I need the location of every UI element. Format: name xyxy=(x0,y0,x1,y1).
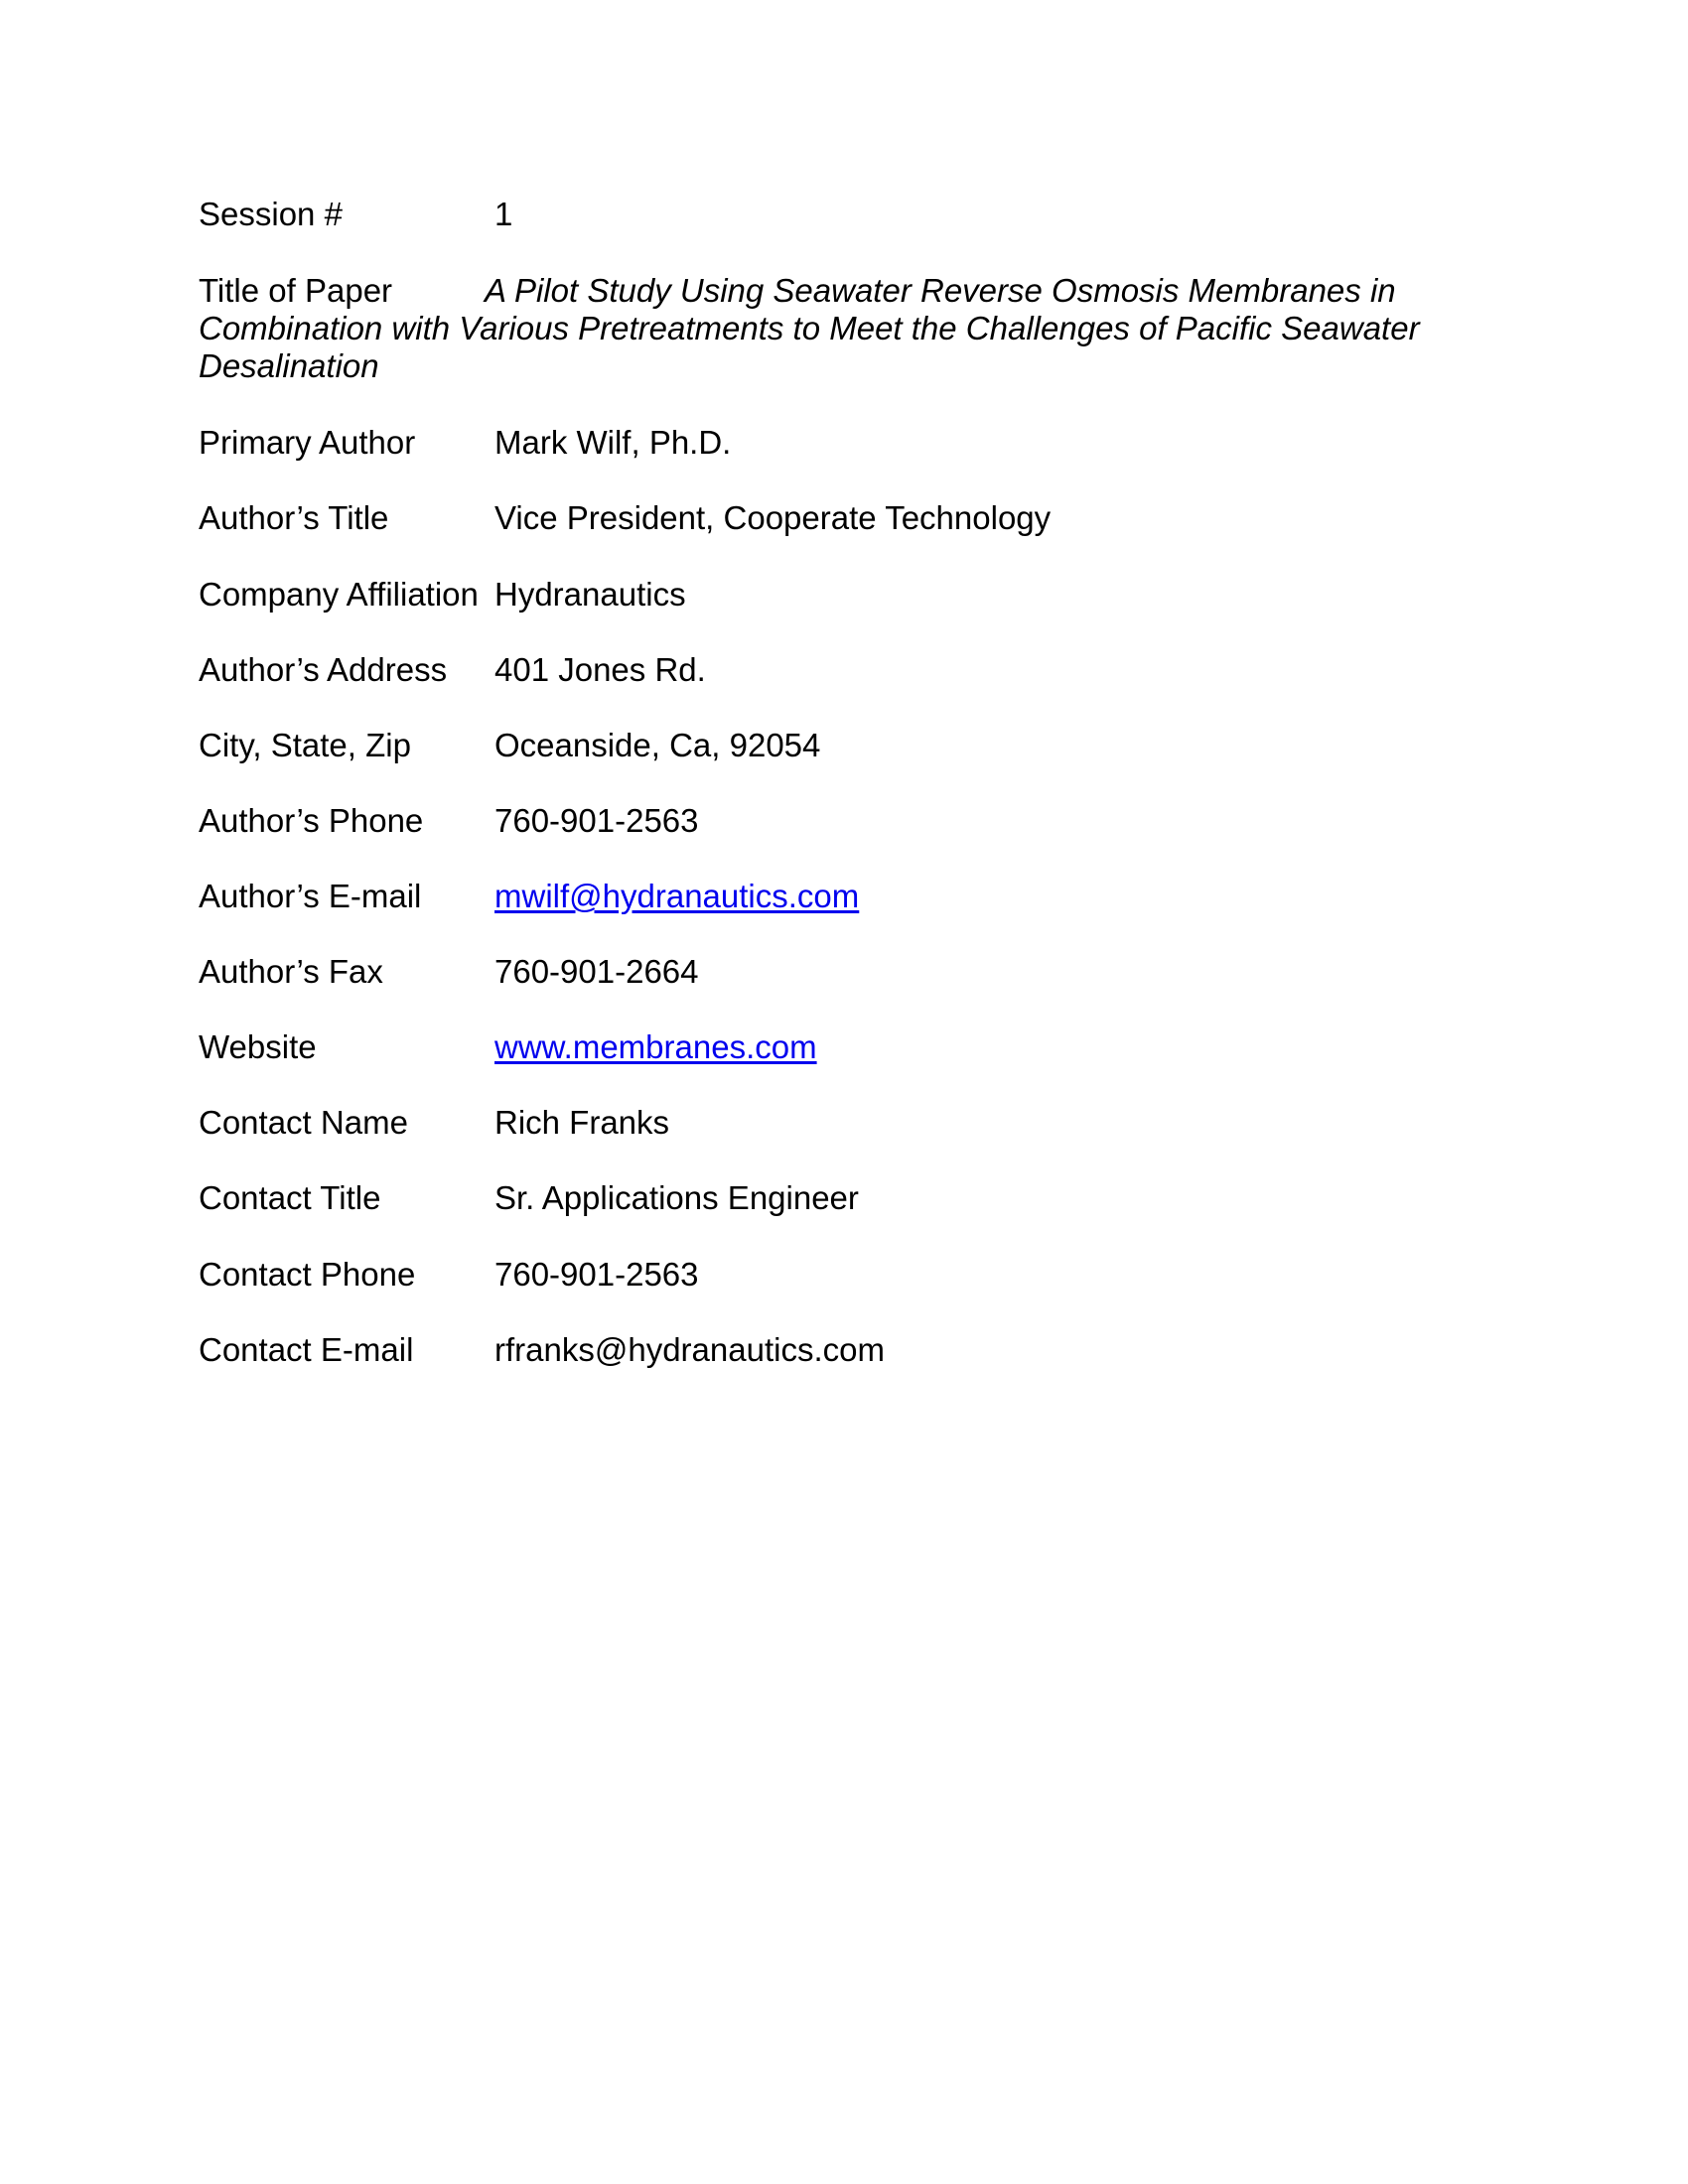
session-value: 1 xyxy=(494,196,513,232)
author-email-label: Author’s E-mail xyxy=(199,878,422,914)
website-label: Website xyxy=(199,1028,317,1065)
paper-title-text-3: Desalination xyxy=(199,347,379,384)
author-phone-value: 760-901-2563 xyxy=(494,802,699,839)
author-fax-value: 760-901-2664 xyxy=(494,953,699,990)
company-affiliation-value: Hydranautics xyxy=(494,576,686,613)
city-state-zip-row xyxy=(199,727,1489,764)
title-line-1 xyxy=(199,272,1489,310)
company-affiliation-row xyxy=(199,576,1489,614)
author-address-row xyxy=(199,651,1489,689)
author-fax-label: Author’s Fax xyxy=(199,953,383,990)
author-address-value: 401 Jones Rd. xyxy=(494,651,706,688)
session-label: Session # xyxy=(199,196,343,232)
contact-email-label: Contact E-mail xyxy=(199,1331,414,1368)
contact-title-value: Sr. Applications Engineer xyxy=(494,1179,859,1216)
primary-author-label: Primary Author xyxy=(199,424,416,461)
website-link[interactable]: www.membranes.com xyxy=(494,1028,817,1065)
paper-title-text-1: A Pilot Study Using Seawater Reverse Osmosis Membranes in xyxy=(485,272,1396,309)
company-affiliation-label: Company Affiliation xyxy=(199,576,479,613)
contact-name-value: Rich Franks xyxy=(494,1104,670,1141)
contact-email-row xyxy=(199,1331,1489,1369)
title-of-paper-label: Title of Paper xyxy=(199,272,393,309)
website-row xyxy=(199,1028,1489,1066)
primary-author-value: Mark Wilf, Ph.D. xyxy=(494,424,732,461)
paper-title-text-2: Combination with Various Pretreatments to Meet the Challenges of Pacific Seawater xyxy=(199,310,1420,346)
session-row xyxy=(199,196,1489,233)
author-title-label: Author’s Title xyxy=(199,499,389,536)
author-phone-label: Author’s Phone xyxy=(199,802,424,839)
contact-email-value: rfranks@hydranautics.com xyxy=(494,1331,885,1368)
contact-title-label: Contact Title xyxy=(199,1179,381,1216)
city-state-zip-label: City, State, Zip xyxy=(199,727,411,763)
author-title-row xyxy=(199,499,1489,537)
contact-phone-row xyxy=(199,1256,1489,1294)
contact-phone-value: 760-901-2563 xyxy=(494,1256,699,1293)
contact-name-row xyxy=(199,1104,1489,1142)
author-address-label: Author’s Address xyxy=(199,651,448,688)
primary-author-row xyxy=(199,424,1489,462)
contact-name-label: Contact Name xyxy=(199,1104,408,1141)
author-title-value: Vice President, Cooperate Technology xyxy=(494,499,1052,536)
contact-title-row xyxy=(199,1179,1489,1217)
author-fax-row xyxy=(199,953,1489,991)
author-email-link[interactable]: mwilf@hydranautics.com xyxy=(494,878,860,914)
author-email-row xyxy=(199,878,1489,915)
title-of-paper-row xyxy=(199,272,1489,385)
contact-phone-label: Contact Phone xyxy=(199,1256,416,1293)
city-state-zip-value: Oceanside, Ca, 92054 xyxy=(494,727,821,763)
author-phone-row xyxy=(199,802,1489,840)
